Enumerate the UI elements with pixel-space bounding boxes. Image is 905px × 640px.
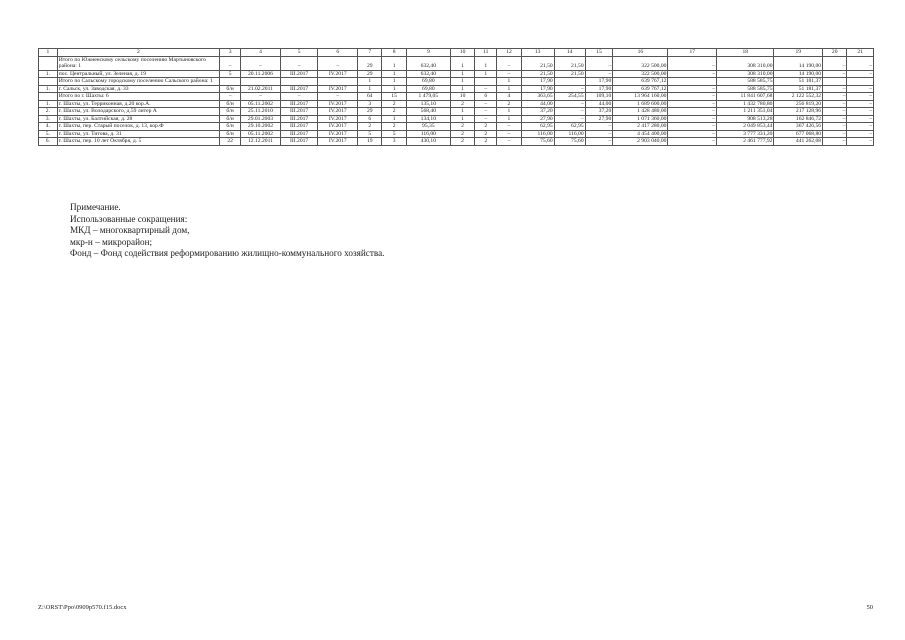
table-cell: – [475, 85, 497, 93]
table-cell [39, 56, 58, 70]
table-cell: 632,40 [406, 56, 450, 70]
table-cell: IV.2017 [318, 108, 358, 116]
table-cell: – [668, 56, 717, 70]
table-cell: – [554, 100, 585, 108]
table-cell: – [280, 93, 318, 101]
table-cell: 5 [358, 130, 382, 138]
table-cell: 322 500,00 [613, 70, 668, 78]
column-number-cell: 13 [521, 49, 554, 57]
column-number-cell: 14 [554, 49, 585, 57]
address-cell: Итого по г. Шахты: 6 [57, 93, 219, 101]
column-number-cell: 15 [585, 49, 613, 57]
table-cell: 308 310,00 [717, 70, 774, 78]
page-number: 50 [866, 604, 873, 611]
table-row [39, 93, 874, 101]
table-cell: – [220, 56, 241, 70]
table-cell: IV.2017 [318, 115, 358, 123]
column-number-cell: 7 [358, 49, 382, 57]
table-cell: 29.01.2003 [241, 115, 281, 123]
table-cell: 588 585,75 [717, 78, 774, 86]
table-cell [475, 78, 497, 86]
table-cell: 4. [39, 123, 58, 131]
column-number-cell: 17 [668, 49, 717, 57]
table-cell: 1 [497, 78, 521, 86]
table-cell: 217 128,96 [774, 108, 823, 116]
table-cell: 1 [382, 78, 406, 86]
address-cell: Итого по Сальскому городскому поселению Сальского района: 1 [57, 78, 219, 86]
table-cell: 4 454 400,00 [613, 130, 668, 138]
table-cell: 22 [220, 138, 241, 146]
table-cell: 95,35 [406, 123, 450, 131]
table-cell: 29 [358, 70, 382, 78]
table-cell: IV.2017 [318, 85, 358, 93]
table-cell: 908 513,28 [717, 115, 774, 123]
table-cell: – [823, 130, 847, 138]
table-cell: 2. [39, 108, 58, 116]
table-cell: 568,40 [406, 108, 450, 116]
table-cell: 3 777 331,20 [717, 130, 774, 138]
table-cell: 1 [497, 85, 521, 93]
table-cell: 367 426,56 [774, 123, 823, 131]
address-cell: Итого по Южненскому сельскому поселению Мартыновского района: 1 [57, 56, 219, 70]
table-cell: – [847, 115, 874, 123]
table-cell: 2 [450, 130, 474, 138]
table-cell [554, 78, 585, 86]
table-cell: 1 071 360,00 [613, 115, 668, 123]
table-cell: 51 181,37 [774, 78, 823, 86]
table-cell: 27,90 [585, 115, 613, 123]
table-cell: 2 417 280,00 [613, 123, 668, 131]
note-mkr: мкр-н – микрорайон; [70, 236, 153, 247]
table-cell: 256 819,20 [774, 100, 823, 108]
table-cell: – [241, 56, 281, 70]
table-cell: III.2017 [280, 138, 318, 146]
table-cell: 162 846,72 [774, 115, 823, 123]
table-cell: – [585, 130, 613, 138]
table-cell: IV.2017 [318, 70, 358, 78]
table-cell: 1 [382, 70, 406, 78]
table-cell: 14 190,00 [774, 56, 823, 70]
address-cell: г. Шахты, пер. 10 лет Октября, д. 5 [57, 138, 219, 146]
table-cell: IV.2017 [318, 100, 358, 108]
table-cell: – [668, 123, 717, 131]
table-cell: 1 [450, 56, 474, 70]
column-number-cell: 5 [280, 49, 318, 57]
note-mkd: МКД – многоквартирный дом, [70, 225, 190, 236]
table-cell: III.2017 [280, 123, 318, 131]
column-number-cell: 16 [613, 49, 668, 57]
table-cell: 322 500,00 [613, 56, 668, 70]
table-cell: 17,90 [521, 78, 554, 86]
table-cell: 21,50 [554, 70, 585, 78]
table-cell: 588 585,75 [717, 85, 774, 93]
table-cell: 1 [475, 56, 497, 70]
table-cell: 17,90 [585, 85, 613, 93]
note-abbrev-heading: Использованные сокращения: [70, 213, 188, 224]
table-cell: 13 964 160,00 [613, 93, 668, 101]
table-cell: 2 [450, 123, 474, 131]
table-cell: 1 [450, 78, 474, 86]
table-cell: – [585, 123, 613, 131]
data-table [38, 48, 874, 146]
table-cell: 677 068,80 [774, 130, 823, 138]
table-cell [39, 93, 58, 101]
table-cell: 441 262,08 [774, 138, 823, 146]
table-cell: 1 [382, 56, 406, 70]
table-cell: 135,10 [406, 100, 450, 108]
table-cell: – [847, 100, 874, 108]
table-cell [668, 78, 717, 86]
table-cell: – [585, 56, 613, 70]
table-cell: 1 [450, 85, 474, 93]
table-cell: 2 [475, 123, 497, 131]
table-cell: – [823, 85, 847, 93]
table-cell: 639 767,12 [613, 78, 668, 86]
table-cell: – [475, 115, 497, 123]
table-row [39, 100, 874, 108]
table-cell: 1 479,05 [406, 93, 450, 101]
table-cell: 1 211 351,04 [717, 108, 774, 116]
table-cell: 1 [475, 70, 497, 78]
table-cell [823, 78, 847, 86]
table-cell: – [847, 85, 874, 93]
table-cell [847, 78, 874, 86]
table-cell: 2 [382, 108, 406, 116]
table-cell: 20.11.2006 [241, 70, 281, 78]
table-cell: б/н [220, 115, 241, 123]
note-fund: Фонд – Фонд содействия реформированию жилищно-коммунального хозяйства. [70, 248, 385, 259]
table-cell: – [280, 56, 318, 70]
table-cell: 1 428 480,00 [613, 108, 668, 116]
table-cell: – [554, 115, 585, 123]
table-cell: – [668, 130, 717, 138]
table-row [39, 130, 874, 138]
table-cell: – [668, 85, 717, 93]
table-cell: 2 [450, 138, 474, 146]
table-row [39, 138, 874, 146]
table-cell: 1 [382, 115, 406, 123]
table-cell: 109,10 [585, 93, 613, 101]
address-cell: г. Шахты, ул. Терриконная, д.20 кор.А. [57, 100, 219, 108]
table-cell [39, 78, 58, 86]
table-cell: 21,50 [554, 56, 585, 70]
table-cell: III.2017 [280, 108, 318, 116]
table-cell: IV.2017 [318, 138, 358, 146]
table-cell: 29.10.2002 [241, 123, 281, 131]
table-cell: 25.11.2010 [241, 108, 281, 116]
address-cell: пос. Центральный, ул. Зеленая, д. 19 [57, 70, 219, 78]
table-cell: 632,40 [406, 70, 450, 78]
table-cell: 1 [450, 70, 474, 78]
table-cell: 2 049 853,44 [717, 123, 774, 131]
table-cell: 62,95 [521, 123, 554, 131]
table-cell: 1. [39, 85, 58, 93]
table-cell: 2 461 777,92 [717, 138, 774, 146]
table-cell: – [554, 108, 585, 116]
table-cell: – [318, 93, 358, 101]
table-cell: 11 841 607,68 [717, 93, 774, 101]
table-cell: – [668, 100, 717, 108]
table-cell: 29 [358, 56, 382, 70]
table-cell: – [585, 138, 613, 146]
table-cell: 1. [39, 70, 58, 78]
footer-file-path: Z:\ORST\Ppo\0909p570.f15.docx [38, 604, 127, 611]
table-cell: – [823, 138, 847, 146]
column-number-cell: 11 [475, 49, 497, 57]
table-cell: – [668, 93, 717, 101]
table-cell: 17,90 [585, 78, 613, 86]
table-cell: 254,55 [554, 93, 585, 101]
table-cell: 2 903 040,00 [613, 138, 668, 146]
table-cell: – [497, 56, 521, 70]
table-cell: – [585, 70, 613, 78]
table-row [39, 70, 874, 78]
address-cell: г. Сальск, ул. Заводская, д. 33 [57, 85, 219, 93]
table-cell: – [847, 138, 874, 146]
column-number-cell: 9 [406, 49, 450, 57]
table-cell: 6. [39, 138, 58, 146]
column-number-cell: 2 [57, 49, 219, 57]
table-cell: III.2017 [280, 115, 318, 123]
table-cell: – [847, 130, 874, 138]
table-cell: 21.02.2011 [241, 85, 281, 93]
table-cell: IV.2017 [318, 123, 358, 131]
table-cell: 51 181,37 [774, 85, 823, 93]
table-cell: 64 [358, 93, 382, 101]
table-cell: – [497, 123, 521, 131]
table-cell: 1 [497, 115, 521, 123]
column-number-cell: 20 [823, 49, 847, 57]
table-cell: 5 [382, 130, 406, 138]
table-cell: б/н [220, 85, 241, 93]
column-number-cell: 1 [39, 49, 58, 57]
table-cell: 1 [358, 85, 382, 93]
table-cell: 363,65 [521, 93, 554, 101]
table-cell: 1 432 780,80 [717, 100, 774, 108]
table-cell: 3 [358, 100, 382, 108]
table-cell: – [823, 56, 847, 70]
table-cell: 05.11.2002 [241, 100, 281, 108]
table-cell: – [475, 108, 497, 116]
table-cell: 14 190,00 [774, 70, 823, 78]
table-cell: 6 [475, 93, 497, 101]
table-cell: 05.11.2002 [241, 130, 281, 138]
table-row [39, 123, 874, 131]
table-cell: 2 [382, 100, 406, 108]
table-cell: – [823, 123, 847, 131]
table-row [39, 115, 874, 123]
table-row [39, 78, 874, 86]
table-cell: 1 [358, 78, 382, 86]
table-cell: 69,80 [406, 78, 450, 86]
table-cell: 2 [358, 123, 382, 131]
table-cell: 37,20 [521, 108, 554, 116]
table-cell [220, 78, 241, 86]
table-cell: 1 [450, 115, 474, 123]
table-row [39, 56, 874, 70]
table-cell: IV.2017 [318, 130, 358, 138]
table-cell: 2 [475, 138, 497, 146]
table-cell: 5 [220, 70, 241, 78]
column-number-cell: 18 [717, 49, 774, 57]
table-cell: – [847, 70, 874, 78]
table-cell: III.2017 [280, 130, 318, 138]
table-cell: III.2017 [280, 85, 318, 93]
table-cell: III.2017 [280, 70, 318, 78]
table-cell: 75,60 [521, 138, 554, 146]
table-row [39, 85, 874, 93]
table-cell: – [668, 115, 717, 123]
table-cell: – [241, 93, 281, 101]
table-row [39, 108, 874, 116]
column-number-cell: 19 [774, 49, 823, 57]
table-cell: 5. [39, 130, 58, 138]
table-cell: – [554, 85, 585, 93]
column-number-cell: 8 [382, 49, 406, 57]
address-cell: г. Шахты, ул. Титова, д. 31 [57, 130, 219, 138]
table-cell: – [847, 123, 874, 131]
table-cell: 1. [39, 100, 58, 108]
table-cell: 116,00 [521, 130, 554, 138]
table-cell: 75,60 [554, 138, 585, 146]
table-cell: 4 [497, 93, 521, 101]
table-cell: 29 [358, 108, 382, 116]
table-cell: – [497, 130, 521, 138]
table-cell [318, 78, 358, 86]
table-cell: – [220, 93, 241, 101]
table-cell: 430,10 [406, 138, 450, 146]
table-cell [241, 78, 281, 86]
table-cell [280, 78, 318, 86]
table-cell: – [823, 93, 847, 101]
table-cell: 3. [39, 115, 58, 123]
table-cell: 1 [497, 108, 521, 116]
table-cell: 12.12.2011 [241, 138, 281, 146]
table-cell: 37,20 [585, 108, 613, 116]
column-number-cell: 21 [847, 49, 874, 57]
table-cell: б/н [220, 123, 241, 131]
table-cell: 2 [497, 100, 521, 108]
table-cell: 6 [358, 115, 382, 123]
table-cell: – [668, 70, 717, 78]
table-cell: б/н [220, 100, 241, 108]
column-number-cell: 3 [220, 49, 241, 57]
table-cell: 62,95 [554, 123, 585, 131]
table-cell: – [847, 108, 874, 116]
table-cell: 639 767,12 [613, 85, 668, 93]
table-cell: 17,90 [521, 85, 554, 93]
address-cell: г. Шахты, ул. Балтийская, д. 28 [57, 115, 219, 123]
column-number-cell: 4 [241, 49, 281, 57]
notes-block [70, 202, 384, 260]
table-cell: 2 [382, 123, 406, 131]
table-cell: 44,00 [585, 100, 613, 108]
table-cell: 27,90 [521, 115, 554, 123]
table-cell: 21,50 [521, 56, 554, 70]
table-cell: – [475, 100, 497, 108]
table-cell: – [497, 138, 521, 146]
address-cell: г. Шахты, ул. Володарского, д.59 литер А [57, 108, 219, 116]
table-cell: 2 [475, 130, 497, 138]
table-cell: 19 [358, 138, 382, 146]
note-title: Примечание. [70, 202, 121, 212]
table-cell: 15 [382, 93, 406, 101]
table-header-row [39, 49, 874, 57]
table-cell: – [318, 56, 358, 70]
table-cell: 1 [382, 85, 406, 93]
table-cell: – [847, 56, 874, 70]
table-cell: – [823, 115, 847, 123]
table-cell: 2 [450, 100, 474, 108]
column-number-cell: 12 [497, 49, 521, 57]
table-cell: б/н [220, 130, 241, 138]
address-cell: г. Шахты, пер. Старый поселок, д. 13, кор.Ф [57, 123, 219, 131]
column-number-cell: 10 [450, 49, 474, 57]
table-cell: 134,10 [406, 115, 450, 123]
table-cell: 1 [450, 108, 474, 116]
table-cell: б/н [220, 108, 241, 116]
table-cell: – [668, 108, 717, 116]
table-cell: III.2017 [280, 100, 318, 108]
table-cell: – [823, 70, 847, 78]
table-cell: – [497, 70, 521, 78]
table-cell: 116,00 [554, 130, 585, 138]
table-cell: 1 689 600,00 [613, 100, 668, 108]
table-cell: 2 122 552,32 [774, 93, 823, 101]
table-cell: 308 310,00 [717, 56, 774, 70]
table-cell: – [847, 93, 874, 101]
table-cell: – [823, 108, 847, 116]
table-cell: – [823, 100, 847, 108]
table-cell: 69,80 [406, 85, 450, 93]
table-cell: 3 [382, 138, 406, 146]
table-cell: 44,00 [521, 100, 554, 108]
column-number-cell: 6 [318, 49, 358, 57]
table-cell: 116,00 [406, 130, 450, 138]
table-cell: 10 [450, 93, 474, 101]
table-cell: 21,50 [521, 70, 554, 78]
table-cell: – [668, 138, 717, 146]
